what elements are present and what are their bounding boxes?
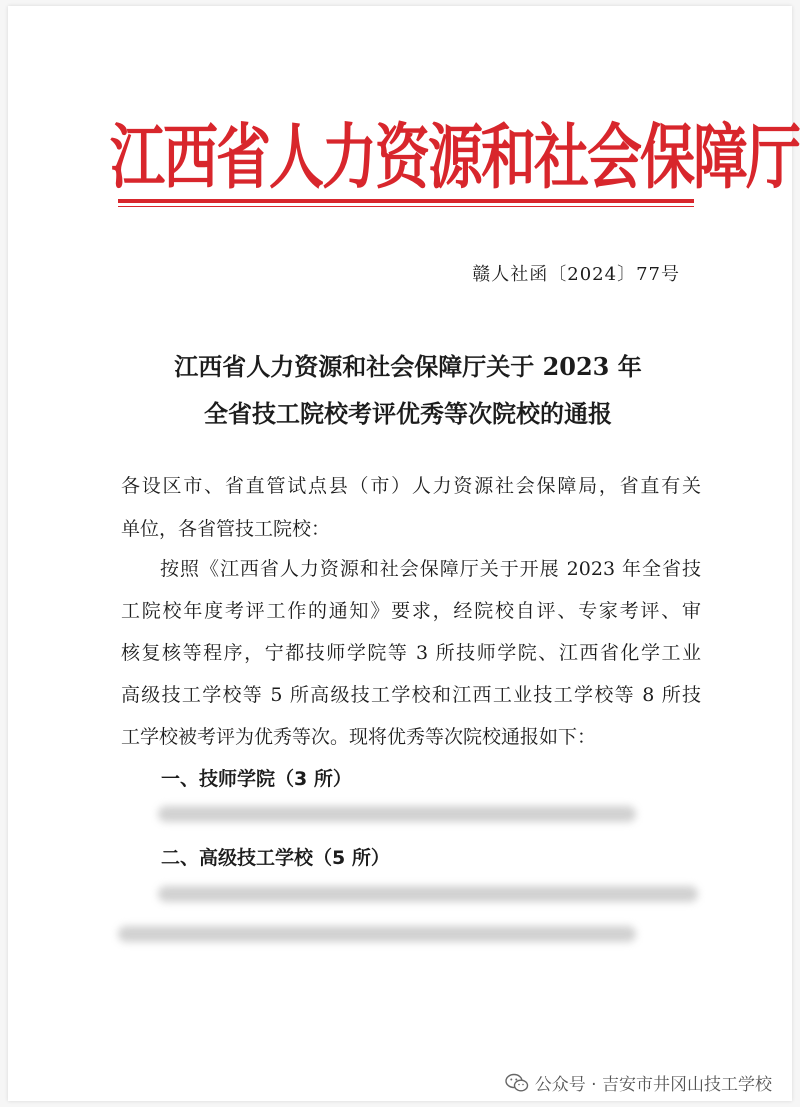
- watermark-text: 公众号 · 吉安市井冈山技工学校: [534, 1075, 772, 1095]
- letterhead-title: 江西省人力资源和社会保障厅: [110, 114, 800, 199]
- body-line-5: 工学校被考评为优秀等次。现将优秀等次院校通报如下：: [121, 726, 597, 748]
- addressee-line-1: 各设区市、省直管试点县（市）人力资源社会保障局，省直有关: [121, 475, 701, 497]
- letterhead-rule-thin: [118, 206, 694, 207]
- wechat-icon: [505, 1073, 529, 1093]
- section-heading-senior-technical-schools: 二、高级技工学校（5 所）: [161, 847, 390, 869]
- body-line-4: 高级技工学校等 5 所高级技工学校和江西工业技工学校等 8 所技: [121, 684, 701, 706]
- body-line-1: 按照《江西省人力资源和社会保障厅关于开展 2023 年全省技: [160, 558, 701, 580]
- wechat-watermark: [505, 1070, 772, 1095]
- redacted-line: [158, 806, 636, 822]
- letterhead-rule-thick: [118, 199, 694, 203]
- document-page: [8, 6, 800, 1101]
- redacted-line: [158, 886, 698, 902]
- addressee-line-2: 单位，各省管技工院校：: [121, 518, 331, 540]
- redacted-line: [118, 926, 636, 942]
- document-title-line-2: 全省技工院校考评优秀等次院校的通报: [204, 399, 612, 428]
- document-title-line-1: 江西省人力资源和社会保障厅关于 2023 年: [174, 352, 642, 381]
- body-line-2: 工院校年度考评工作的通知》要求，经院校自评、专家考评、审: [121, 600, 701, 622]
- section-heading-technician-colleges: 一、技师学院（3 所）: [161, 768, 352, 790]
- document-number: 赣人社函〔2024〕77号: [472, 264, 680, 285]
- body-line-3: 核复核等程序，宁都技师学院等 3 所技师学院、江西省化学工业: [121, 642, 701, 664]
